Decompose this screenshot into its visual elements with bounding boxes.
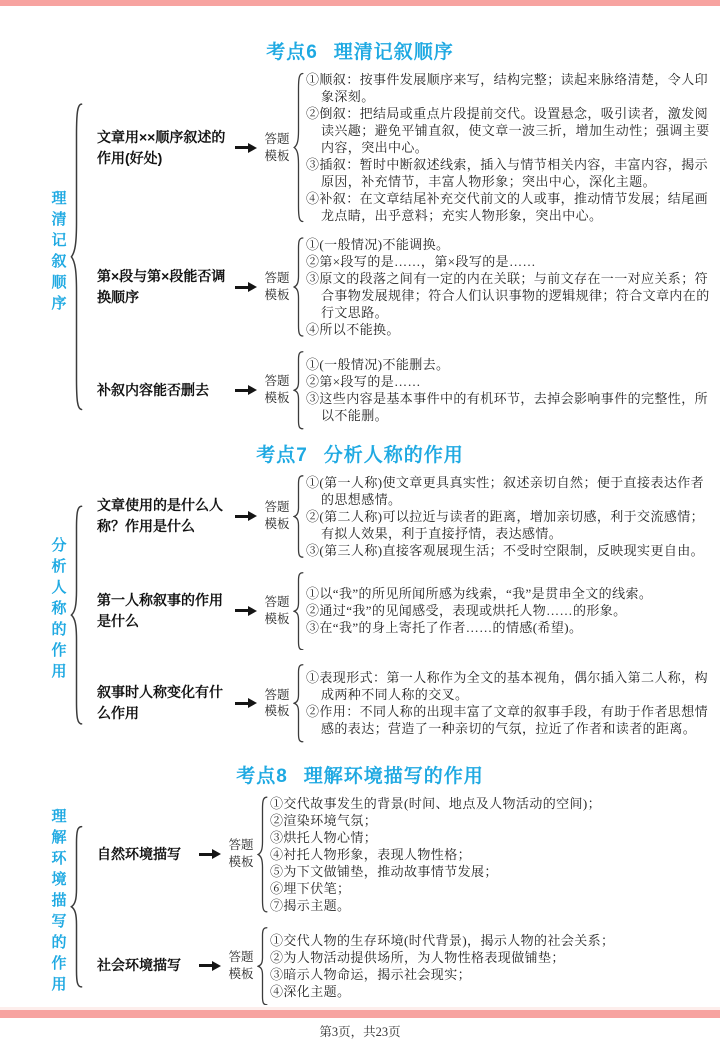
items-list — [306, 669, 712, 737]
group-row — [83, 795, 712, 914]
answer-template-tag-line: 答题 — [264, 687, 290, 702]
group-label: 叙事时人称变化有什么作用 — [97, 684, 223, 722]
heading-title: 理清记叙顺序 — [333, 42, 454, 63]
side-label-char: 序 — [51, 294, 67, 312]
items-list — [306, 71, 712, 224]
arrow-icon — [231, 282, 261, 292]
arrow-icon — [231, 143, 261, 153]
list-item: ③暗示人物命运，揭示社会现实； — [270, 966, 472, 982]
group-row — [83, 474, 712, 559]
group-row — [83, 71, 712, 224]
list-item: ②作用：不同人称的出现丰富了文章的叙事手段，有助于作者思想情感的表达；营造了一种亲切的气氛，拉近了作者和读者的距离。 — [306, 704, 709, 737]
answer-template-tag-line: 答题 — [264, 500, 290, 515]
list-item: ②第×段写的是…… — [306, 374, 421, 390]
group-row — [83, 663, 712, 744]
items-list — [270, 795, 712, 914]
arrow-line — [199, 853, 212, 856]
arrow-head — [212, 849, 221, 859]
group-list — [83, 71, 712, 431]
list-item: ①以“我”的所见所闻所感为线索，“我”是贯串全文的线索。 — [306, 586, 653, 602]
list-item: ③在“我”的身上寄托了作者……的情感(希望)。 — [306, 620, 583, 636]
answer-template-tag-line: 模板 — [228, 966, 254, 981]
list-item: ③(第三人称)直接客观展现生活；不受时空限制，反映现实更自由。 — [306, 542, 705, 558]
side-label-char: 作 — [51, 642, 67, 660]
answer-template-tag-line: 答题 — [264, 374, 290, 389]
section-body — [0, 474, 720, 744]
arrow-icon — [195, 849, 225, 859]
side-label-char: 的 — [51, 933, 67, 951]
list-item: ②渲染环境气氛； — [270, 812, 378, 828]
outer-brace-icon — [70, 101, 83, 413]
answer-template-tag-line: 模板 — [264, 288, 290, 302]
page-border-top — [0, 0, 720, 6]
arrow-icon — [231, 511, 261, 521]
answer-template-tag — [261, 270, 293, 304]
arrow-icon — [231, 698, 261, 708]
arrow-head — [248, 143, 257, 153]
side-label-char: 记 — [51, 231, 67, 249]
side-label-char: 描 — [51, 891, 67, 909]
group-label: 第×段与第×段能否调换顺序 — [97, 268, 226, 305]
inner-brace-icon — [257, 927, 268, 1006]
heading-title: 分析人称的作用 — [323, 444, 464, 466]
answer-template-tag-line: 模板 — [264, 704, 290, 719]
answer-template-tag-line: 答题 — [228, 838, 254, 853]
group-list — [83, 795, 712, 1007]
answer-template-tag — [261, 499, 293, 533]
answer-template-tag-line: 模板 — [264, 517, 290, 532]
side-label-char: 境 — [51, 870, 67, 888]
heading-number: 考点7 — [256, 444, 308, 466]
side-label-char: 理 — [51, 807, 67, 825]
answer-template-tag-line: 答题 — [228, 950, 254, 965]
list-item: ②(第二人称)可以拉近与读者的距离，增加亲切感，利于交流感情；有拟人效果，利于直接抒情，表达感情。 — [306, 508, 705, 541]
list-item: ②倒叙：把结局或重点片段提前交代。设置悬念，吸引读者，激发阅读兴趣；避免平铺直叙，使文章一波三折，增加生动性；强调主要内容，突出中心。 — [306, 106, 710, 155]
page-content — [0, 6, 720, 1040]
heading-number: 考点6 — [266, 42, 318, 63]
inner-brace-icon — [293, 237, 304, 337]
group-label: 自然环境描写 — [97, 845, 181, 862]
arrow-line — [235, 702, 248, 705]
side-label-char: 分 — [51, 537, 67, 555]
answer-template-tag-line: 模板 — [264, 148, 290, 163]
list-item: ①(第一人称)使文章更具真实性；叙述亲切自然；便于直接表达作者的思想感情。 — [306, 474, 705, 507]
section-body — [0, 795, 720, 1007]
inner-brace-icon — [257, 796, 268, 913]
arrow-head — [248, 385, 257, 395]
group-row — [83, 571, 712, 652]
heading-title: 理解环境描写的作用 — [303, 765, 484, 787]
side-label-char: 写 — [51, 912, 67, 930]
arrow-head — [248, 698, 257, 708]
inner-brace-icon — [293, 664, 304, 743]
list-item: ③原文的段落之间有一定的内在关联；与前文存在一一对应关系；符合事物发展规律；符合人们认识事物的逻辑规律；符合文章内在的行文思路。 — [306, 271, 710, 320]
group-list — [83, 474, 712, 744]
arrow-line — [199, 964, 212, 967]
section-heading — [0, 445, 720, 466]
side-label-char: 环 — [51, 849, 67, 867]
list-item: ①(一般情况)不能删去。 — [306, 357, 450, 373]
arrow-line — [235, 389, 248, 392]
group-label: 补叙内容能否删去 — [97, 381, 209, 398]
section-heading — [0, 766, 720, 787]
side-label-char: 清 — [51, 210, 67, 228]
side-label-char: 人 — [51, 579, 67, 597]
list-item: ②第×段写的是……，第×段写的是…… — [306, 254, 536, 269]
list-item: ①交代人物的生存环境(时代背景)，揭示人物的社会关系； — [270, 932, 615, 948]
answer-template-tag-line: 答题 — [264, 271, 290, 286]
page-footer: 第3页，共23页 — [319, 1025, 401, 1040]
items-list — [306, 474, 712, 559]
list-item: ④衬托人物形象，表现人物性格； — [270, 846, 472, 862]
answer-template-tag-line: 模板 — [228, 855, 254, 870]
section-side-label — [50, 809, 68, 992]
answer-template-tag — [261, 373, 293, 407]
list-item: ①表现形式：第一人称作为全文的基本视角，偶尔插入第二人称，构成两种不同人称的交叉。 — [306, 670, 709, 703]
section-kaodian — [0, 766, 720, 1007]
list-item: ③烘托人物心情； — [270, 829, 378, 845]
heading-number: 考点8 — [236, 765, 288, 787]
list-item: ②通过“我”的见闻感受，表现或烘托人物……的形象。 — [306, 603, 627, 619]
outer-brace-icon — [70, 504, 83, 726]
section-kaodian — [0, 42, 720, 431]
answer-template-tag — [261, 594, 293, 628]
arrow-line — [235, 286, 248, 289]
arrow-icon — [231, 606, 261, 616]
side-label-char: 用 — [51, 975, 67, 993]
arrow-line — [235, 146, 248, 149]
answer-template-tag-line: 模板 — [264, 391, 290, 406]
group-label: 文章使用的是什么人称？作用是什么 — [97, 497, 223, 535]
answer-template-tag — [261, 131, 293, 165]
arrow-icon — [231, 385, 261, 395]
section-side-label — [50, 191, 68, 311]
list-item: ④所以不能换。 — [306, 322, 400, 337]
arrow-icon — [195, 961, 225, 971]
list-item: ①顺叙：按事件发展顺序来写，结构完整；读起来脉络清楚，令人印象深刻。 — [306, 72, 709, 104]
side-label-char: 作 — [51, 954, 67, 972]
list-item: ②为人物活动提供场所，为人物性格表现做铺垫； — [270, 949, 565, 965]
inner-brace-icon — [293, 351, 304, 430]
inner-brace-icon — [293, 572, 304, 651]
side-label-char: 叙 — [51, 252, 67, 270]
side-label-char: 理 — [51, 189, 67, 207]
group-row — [83, 350, 712, 431]
list-item: ③插叙：暂时中断叙述线索，插入与情节相关内容，丰富内容，揭示原因，补充情节，丰富人物形象；突出中心，深化主题。 — [306, 157, 709, 189]
group-row — [83, 926, 712, 1007]
items-list — [306, 585, 712, 636]
arrow-head — [212, 961, 221, 971]
list-item: ④深化主题。 — [270, 983, 351, 999]
list-item: ①(一般情况)不能调换。 — [306, 237, 450, 252]
section-side-label — [50, 538, 68, 679]
list-item: ③这些内容是基本事件中的有机环节，去掉会影响事件的完整性，所以不能删。 — [306, 391, 709, 424]
outer-brace-icon — [70, 825, 83, 989]
items-list — [306, 236, 712, 338]
items-list — [270, 932, 712, 1000]
list-item: ⑤为下文做铺垫，推动故事情节发展； — [270, 863, 498, 879]
side-label-char: 的 — [51, 621, 67, 639]
arrow-head — [248, 511, 257, 521]
group-label: 社会环境描写 — [97, 957, 181, 974]
group-label: 第一人称叙事的作用是什么 — [97, 591, 223, 629]
group-row — [83, 236, 712, 338]
group-label: 文章用××顺序叙述的作用(好处) — [97, 128, 226, 166]
side-label-char: 解 — [51, 828, 67, 846]
answer-template-tag-line: 模板 — [264, 611, 290, 626]
inner-brace-icon — [293, 72, 304, 223]
answer-template-tag-line: 答题 — [264, 594, 290, 609]
list-item: ⑦揭示主题。 — [270, 897, 351, 913]
arrow-line — [235, 515, 248, 518]
answer-template-tag — [225, 837, 257, 871]
inner-brace-icon — [293, 475, 304, 558]
side-label-char: 用 — [51, 663, 67, 681]
list-item: ④补叙：在文章结尾补充交代前文的人或事，推动情节发展；结尾画龙点睛，出乎意料；充实人物形象，突出中心。 — [306, 191, 709, 223]
section-body — [0, 71, 720, 431]
arrow-head — [248, 282, 257, 292]
side-label-char: 顺 — [51, 273, 67, 291]
answer-template-tag-line: 答题 — [264, 131, 290, 146]
list-item: ⑥埋下伏笔； — [270, 880, 351, 896]
arrow-head — [248, 606, 257, 616]
items-list — [306, 356, 712, 424]
arrow-line — [235, 609, 248, 612]
side-label-char: 称 — [51, 600, 67, 618]
section-kaodian — [0, 445, 720, 744]
list-item: ①交代故事发生的背景(时间、地点及人物活动的空间)； — [270, 795, 602, 811]
section-heading — [0, 42, 720, 63]
page-border-bottom — [0, 1007, 720, 1018]
answer-template-tag — [261, 687, 293, 721]
answer-template-tag — [225, 949, 257, 983]
side-label-char: 析 — [51, 558, 67, 576]
